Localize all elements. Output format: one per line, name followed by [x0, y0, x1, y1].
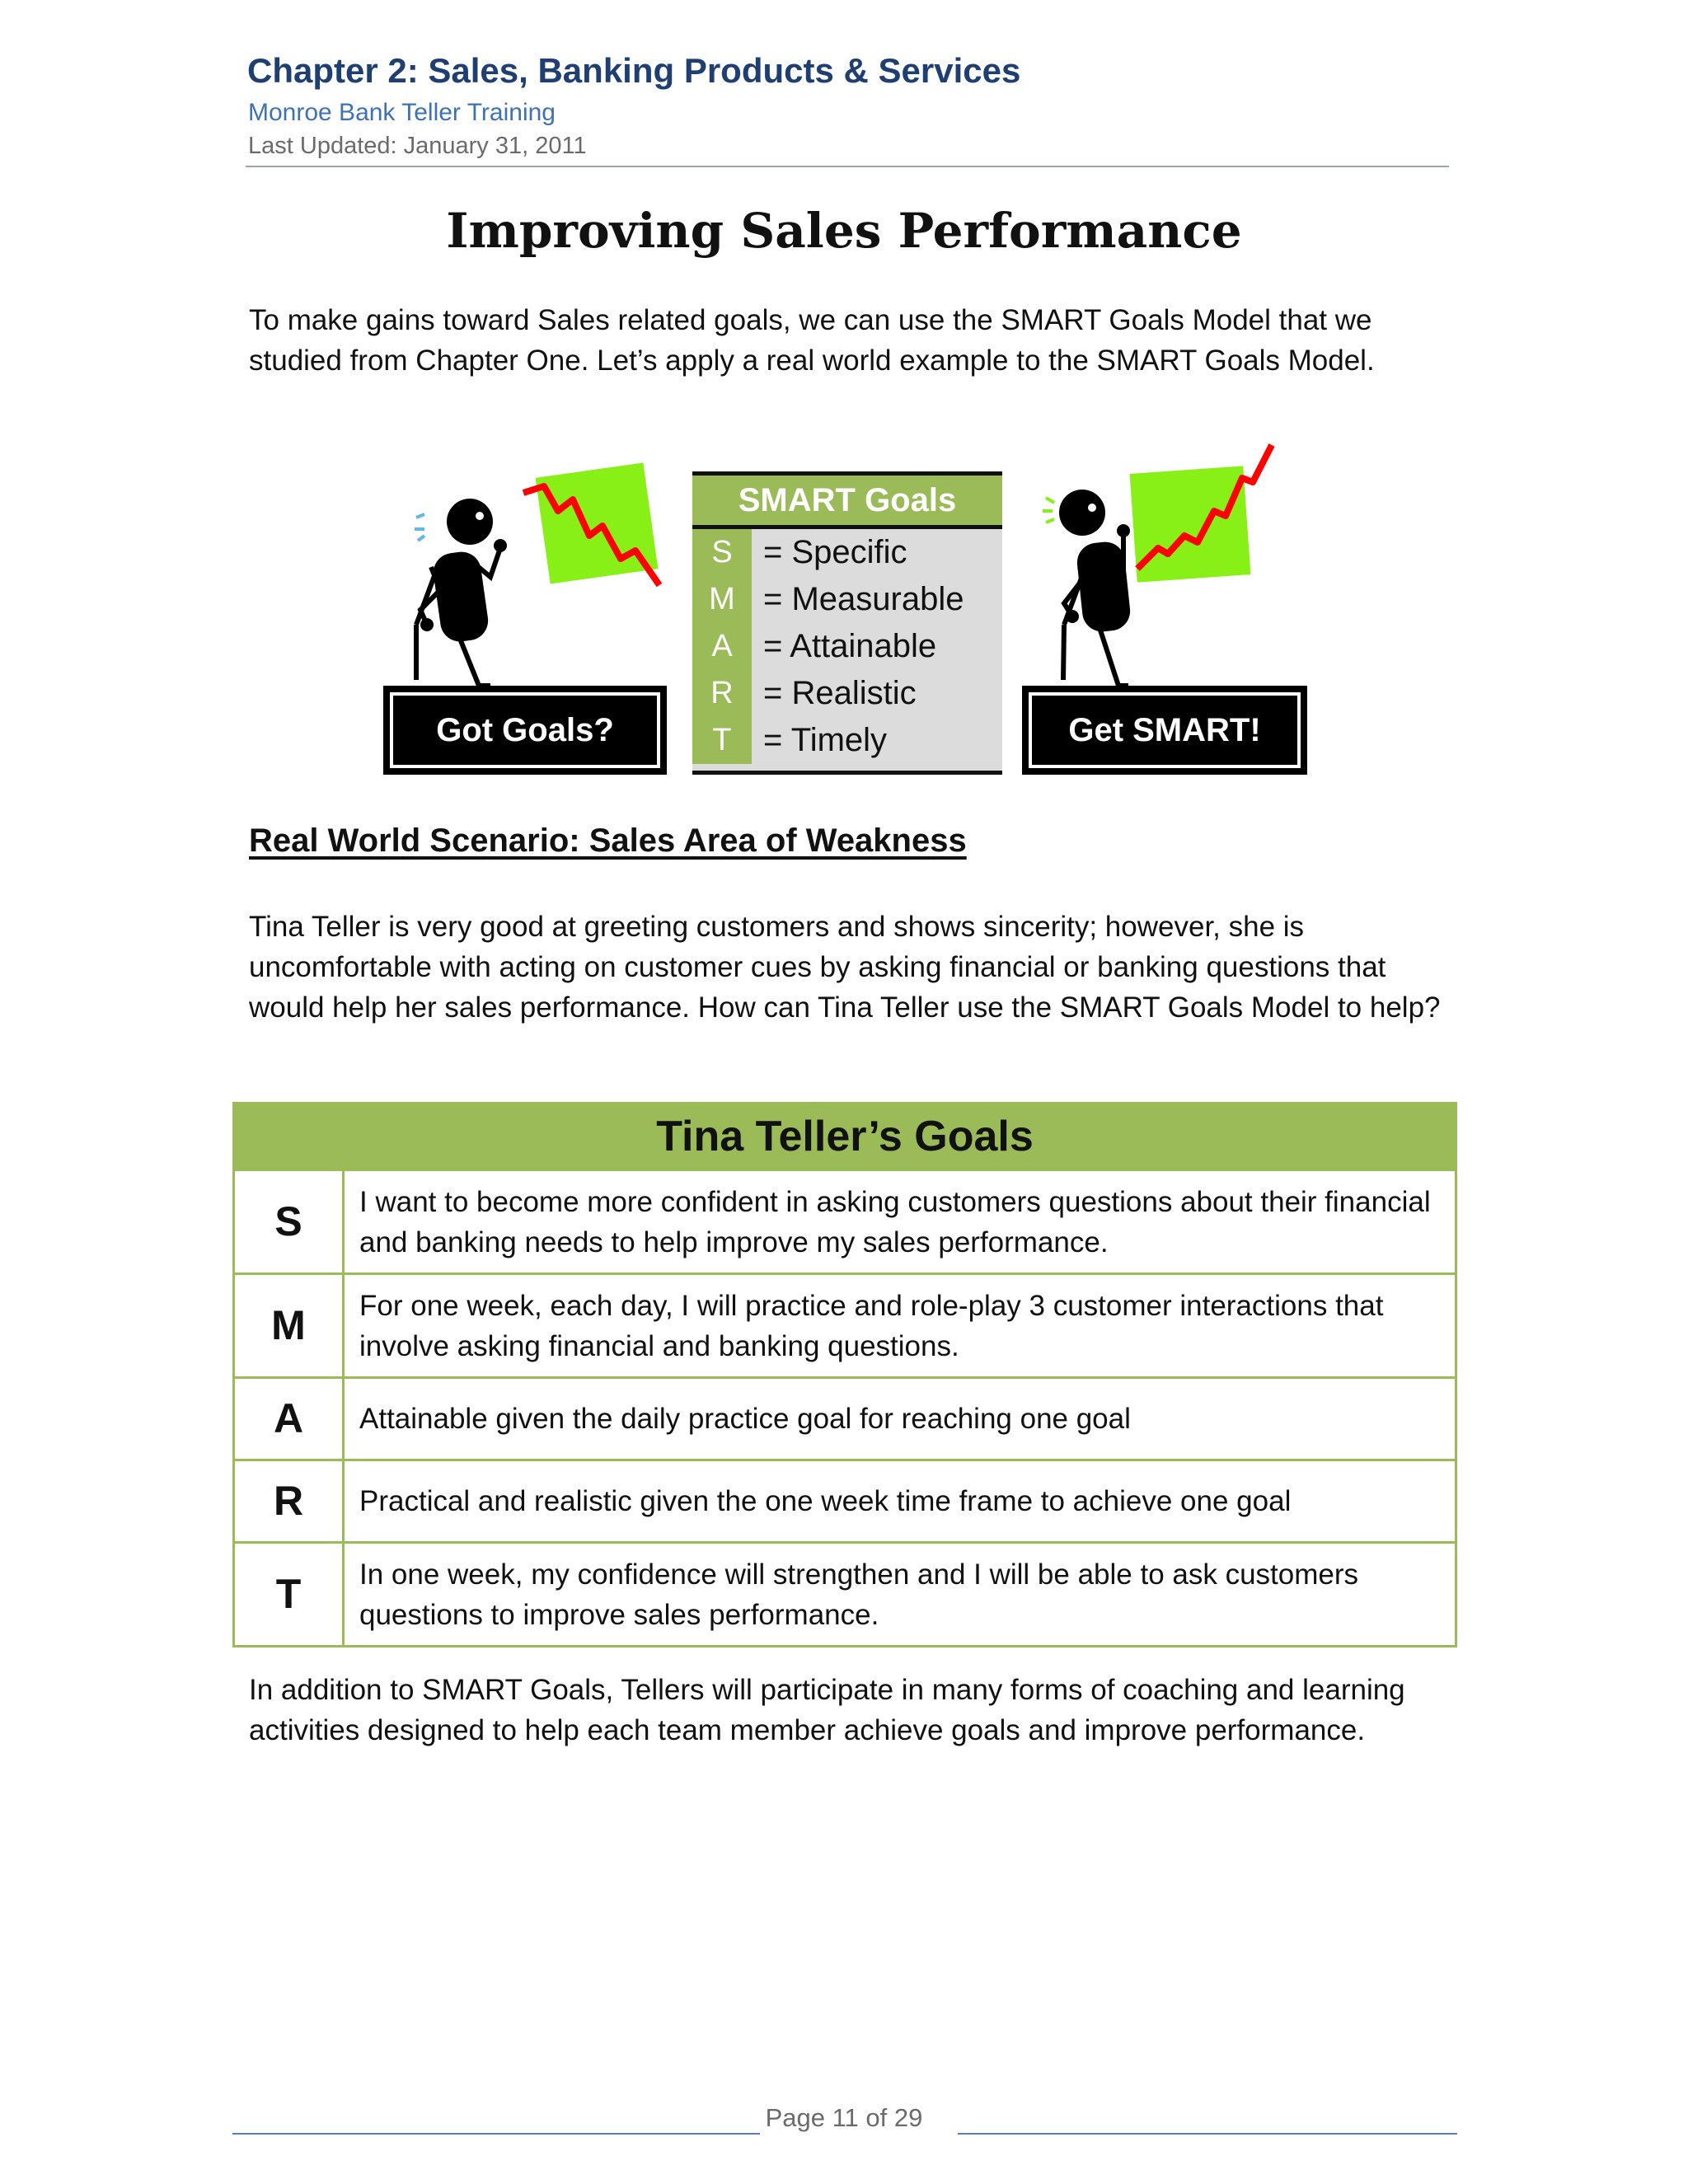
goal-description: I want to become more confident in asking customers questions about their financial and banking needs to help improve my sales performance. — [344, 1170, 1456, 1274]
got-goals-label: Got Goals? — [390, 692, 660, 768]
smart-card-letter: T — [692, 717, 752, 764]
table-row — [234, 1274, 1456, 1378]
smart-card-letter: M — [692, 576, 752, 623]
header-divider — [246, 166, 1449, 167]
thinking-person-icon — [1043, 490, 1132, 686]
page-title: Improving Sales Performance — [446, 203, 1242, 259]
smart-card-letter: A — [692, 623, 752, 670]
smart-card-word: = Measurable — [763, 581, 964, 617]
goal-description: Attainable given the daily practice goal for reaching one goal — [344, 1378, 1456, 1460]
got-goals-box — [383, 686, 667, 775]
table-row — [234, 1170, 1456, 1274]
goal-description: Practical and realistic given the one week time frame to achieve one goal — [344, 1460, 1456, 1543]
table-row — [234, 1543, 1456, 1647]
smart-card-row — [692, 529, 1002, 576]
goals-table — [232, 1102, 1457, 1647]
goal-letter: A — [234, 1378, 344, 1460]
goals-table-title: Tina Teller’s Goals — [234, 1104, 1456, 1170]
page-number: Page 11 of 29 — [765, 2103, 923, 2132]
chapter-title: Chapter 2: Sales, Banking Products & Services — [247, 51, 1021, 90]
smart-card-word: = Timely — [763, 722, 888, 758]
goals-table-header — [234, 1104, 1456, 1170]
scenario-heading: Real World Scenario: Sales Area of Weakness — [249, 823, 967, 859]
get-smart-box — [1022, 686, 1307, 775]
last-updated: Last Updated: January 31, 2011 — [248, 133, 587, 159]
goal-letter: M — [234, 1274, 344, 1378]
smart-card-row — [692, 623, 1002, 670]
smart-card-letter: R — [692, 670, 752, 717]
goal-letter: S — [234, 1170, 344, 1274]
smart-card-title: SMART Goals — [692, 476, 1002, 529]
smart-card-row — [692, 670, 1002, 717]
table-row — [234, 1460, 1456, 1543]
smart-goals-illustration — [284, 412, 1455, 791]
footer-divider-right — [958, 2133, 1457, 2135]
get-smart-label: Get SMART! — [1029, 692, 1301, 768]
closing-paragraph: In addition to SMART Goals, Tellers will participate in many forms of coaching and learning activities designed to help each team member achieve goals and improve performance. — [249, 1674, 1405, 1746]
smart-card-word: = Specific — [763, 534, 907, 570]
scenario-paragraph: Tina Teller is very good at greeting customers and shows sincerity; however, she is uncomfortable with acting on customer cues by asking financial or banking questions that would help her sales performance. How can Tina Teller use the SMART Goals Model to help? — [249, 911, 1441, 1024]
smart-card-row — [692, 576, 1002, 623]
smart-card-word: = Realistic — [763, 675, 917, 711]
goal-letter: R — [234, 1460, 344, 1543]
smart-goals-card — [692, 471, 1002, 775]
goal-letter: T — [234, 1543, 344, 1647]
goal-description: In one week, my confidence will strengthen and I will be able to ask customers questions to improve sales performance. — [344, 1543, 1456, 1647]
table-row — [234, 1378, 1456, 1460]
document-subtitle: Monroe Bank Teller Training — [248, 99, 556, 126]
falling-chart-icon — [523, 462, 659, 585]
thinking-person-icon — [415, 499, 507, 686]
smart-card-letter: S — [692, 529, 752, 576]
smart-card-word: = Attainable — [763, 628, 937, 664]
goal-description: For one week, each day, I will practice and role-play 3 customer interactions that involve asking financial and banking questions. — [344, 1274, 1456, 1378]
smart-card-row — [692, 717, 1002, 764]
intro-paragraph: To make gains toward Sales related goals, we can use the SMART Goals Model that we studied from Chapter One. Let’s apply a real world example to the SMART Goals Model. — [249, 304, 1375, 377]
rising-chart-icon — [1130, 445, 1272, 583]
footer-divider-left — [232, 2133, 760, 2135]
